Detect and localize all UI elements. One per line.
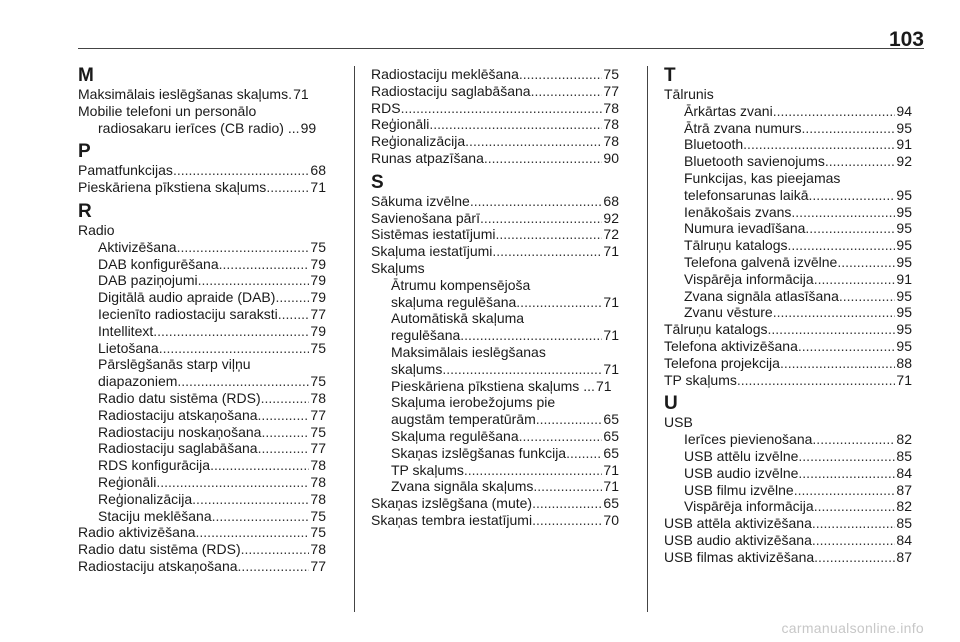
page-ref: 71	[603, 478, 619, 495]
page-ref: 75	[310, 524, 326, 541]
entry-text: Radiostaciju saglabāšana	[98, 440, 258, 457]
entry-text: DAB paziņojumi	[98, 272, 198, 289]
page-ref: 65	[603, 444, 619, 461]
dot-leader	[177, 239, 310, 256]
page-ref: 77	[603, 82, 619, 99]
index-subentry	[664, 304, 912, 321]
entry-text: Iecienīto radiostaciju saraksti	[98, 305, 278, 322]
entry-text: USB audio izvēlne	[684, 464, 799, 481]
page-ref: 79	[310, 289, 326, 306]
index-subentry: Ātrumu kompensējoša	[391, 276, 531, 293]
dot-leader	[219, 256, 310, 273]
dot-leader	[196, 524, 310, 541]
index-subentry	[664, 465, 912, 482]
dot-leader	[780, 355, 895, 372]
page-ref: 99	[300, 119, 317, 136]
page-ref: 71	[603, 461, 619, 478]
index-entry: USB	[664, 414, 693, 431]
dot-leader	[814, 498, 896, 515]
index-subentry	[78, 340, 326, 357]
entry-text: Lietošana	[98, 339, 159, 356]
entry-text: telefonsarunas laikā	[684, 186, 809, 203]
page-ref: 90	[603, 149, 619, 166]
entry-text: Reģionalizācija	[98, 490, 193, 507]
index-subentry	[78, 373, 326, 390]
index-subentry	[78, 390, 326, 407]
index-entry	[371, 495, 619, 512]
page-ref: 75	[603, 66, 619, 82]
index-subentry	[78, 457, 326, 474]
entry-text: Tālruņu katalogs	[684, 237, 788, 254]
index-entry	[78, 558, 326, 575]
dot-leader	[241, 541, 310, 558]
index-entry	[371, 243, 619, 260]
index-subentry	[664, 448, 912, 465]
page-ref: 78	[310, 457, 326, 474]
index-subentry	[371, 428, 619, 445]
entry-text: Skaņas izslēgšana (mute)	[371, 495, 533, 512]
dot-leader	[464, 462, 603, 479]
index-entry	[371, 210, 619, 227]
dot-leader	[198, 272, 310, 289]
entry-text: Radio datu sistēma (RDS)	[78, 541, 241, 558]
entry-text: USB filmu izvēlne	[684, 481, 794, 498]
index-entry: Skaļums	[371, 259, 425, 276]
entry-text: Savienošana pārī	[371, 209, 480, 226]
page-ref: 95	[896, 337, 912, 354]
index-entry	[371, 226, 619, 243]
page-ref: 92	[896, 153, 912, 170]
page-ref: 65	[603, 427, 619, 444]
dot-leader	[791, 204, 895, 221]
index-letter-heading: U	[664, 393, 678, 415]
index-entry	[371, 100, 619, 117]
page-ref: 95	[896, 203, 912, 220]
index-entry	[664, 338, 912, 355]
entry-text: Numura ievadīšana	[684, 220, 806, 237]
dot-leader	[532, 512, 602, 529]
entry-text: Telefona aktivizēšana	[664, 337, 798, 354]
entry-text: Runas atpazīšana	[371, 149, 484, 166]
index-entry	[78, 86, 326, 103]
dot-leader	[519, 66, 603, 83]
index-subentry	[664, 482, 912, 499]
index-subentry	[371, 462, 619, 479]
page-ref: 75	[310, 238, 326, 255]
dot-leader	[839, 288, 896, 305]
entry-text: USB attēla aktivizēšana	[664, 515, 812, 532]
index-subentry	[78, 508, 326, 525]
index-subentry	[371, 327, 619, 344]
entry-text: augstām temperatūrām	[391, 411, 536, 428]
page-ref: 79	[310, 272, 326, 289]
page-ref: 95	[896, 304, 912, 321]
entry-text: skaļuma regulēšana	[391, 293, 517, 310]
page-ref: 85	[896, 447, 912, 464]
dot-leader	[484, 150, 603, 167]
dot-leader	[261, 390, 310, 407]
index-subentry	[78, 323, 326, 340]
dot-leader	[442, 361, 602, 378]
dot-leader	[798, 448, 895, 465]
index-subentry	[78, 239, 326, 256]
index-subentry	[664, 103, 912, 120]
page-ref: 79	[310, 255, 326, 272]
dot-leader	[812, 431, 895, 448]
index-subentry	[78, 120, 326, 137]
entry-text: Bluetooth savienojums	[684, 153, 825, 170]
dot-leader	[532, 495, 602, 512]
index-entry	[664, 355, 912, 372]
dot-leader	[210, 457, 309, 474]
index-subentry: Pārslēgšanās starp viļņu	[98, 356, 251, 373]
index-letter-heading: S	[371, 171, 384, 193]
dot-leader	[460, 327, 602, 344]
entry-text: Staciju meklēšana	[98, 507, 212, 524]
entry-text: skaļums	[391, 360, 443, 377]
index-entry: Mobilie telefoni un personālo	[78, 102, 257, 119]
entry-text: Zvana signāla skaļums	[391, 478, 534, 495]
dot-leader	[773, 304, 896, 321]
index-letter-heading: T	[664, 65, 676, 86]
page-ref: 68	[603, 192, 619, 209]
entry-text: Digitālā audio apraide (DAB)	[98, 289, 276, 306]
index-entry	[664, 532, 912, 549]
page-ref: 71	[310, 179, 326, 196]
page-ref: 75	[310, 423, 326, 440]
entry-text: Telefona projekcija	[664, 354, 780, 371]
dot-leader	[401, 100, 603, 117]
index-entry	[78, 541, 326, 558]
entry-text: TP skaļums	[391, 461, 464, 478]
page-ref: 75	[310, 373, 326, 390]
page-ref: 71	[595, 377, 612, 394]
entry-text: RDS	[371, 99, 401, 116]
page-ref: 71	[603, 293, 619, 310]
dot-leader	[465, 133, 602, 150]
watermark: carmanualsonline.info	[781, 620, 924, 636]
page-ref: 78	[310, 473, 326, 490]
dot-leader	[531, 83, 603, 100]
page-ref: 94	[896, 102, 912, 119]
index-entry	[371, 133, 619, 150]
page-ref: 78	[603, 99, 619, 116]
entry-text: Tālruņu katalogs	[664, 321, 768, 338]
entry-text: Pieskāriena pīkstiena skaļums ..	[391, 377, 591, 394]
page-ref: 95	[896, 253, 912, 270]
dot-leader	[805, 220, 895, 237]
dot-leader	[812, 515, 896, 532]
dot-leader	[492, 243, 602, 260]
page-ref: 75	[310, 339, 326, 356]
index-entry	[371, 83, 619, 100]
dot-leader	[737, 372, 896, 389]
entry-text: Reģionāli	[98, 473, 157, 490]
index-subentry	[78, 440, 326, 457]
dot-leader	[159, 340, 310, 357]
dot-leader	[743, 136, 895, 153]
index-column-3	[664, 66, 912, 566]
dot-leader	[266, 179, 309, 196]
dot-leader	[798, 465, 895, 482]
entry-text: USB filmas aktivizēšana	[664, 548, 815, 565]
index-subentry	[371, 361, 619, 378]
entry-text: RDS konfigurācija	[98, 457, 211, 474]
entry-text: Ienākošais zvans	[684, 203, 792, 220]
page-ref: 71	[603, 243, 619, 260]
index-subentry: Skaļuma ierobežojums pie	[391, 394, 556, 411]
page-ref: 71	[896, 371, 912, 388]
index-subentry	[664, 431, 912, 448]
index-subentry	[78, 289, 326, 306]
index-entry	[371, 150, 619, 167]
index-subentry	[371, 411, 619, 428]
index-subentry	[78, 256, 326, 273]
index-subentry: Maksimālais ieslēgšanas	[391, 343, 546, 360]
entry-text: Pieskāriena pīkstiena skaļums	[78, 179, 267, 196]
page-ref: 85	[896, 515, 912, 532]
index-entry	[664, 321, 912, 338]
entry-text: Sākuma izvēlne	[371, 192, 470, 209]
dot-leader	[825, 153, 896, 170]
page-ref: 78	[310, 389, 326, 406]
entry-text: Zvanu vēsture	[684, 304, 773, 321]
entry-text: Sistēmas iestatījumi	[371, 226, 496, 243]
index-subentry	[78, 424, 326, 441]
dot-leader	[812, 532, 896, 549]
entry-text: USB audio aktivizēšana	[664, 531, 812, 548]
index-subentry	[664, 254, 912, 271]
page-ref: 84	[896, 531, 912, 548]
dot-leader	[837, 254, 895, 271]
page-ref: 71	[603, 327, 619, 344]
dot-leader	[212, 508, 310, 525]
page-ref: 91	[896, 270, 912, 287]
page-ref: 87	[896, 548, 912, 565]
entry-text: DAB konfigurēšana	[98, 255, 219, 272]
entry-text: regulēšana	[391, 327, 461, 344]
page-ref: 77	[310, 557, 326, 574]
page-ref: 87	[896, 481, 912, 498]
index-subentry	[664, 288, 912, 305]
index-subentry	[78, 474, 326, 491]
entry-text: Zvana signāla atlasīšana	[684, 287, 839, 304]
page-ref: 88	[896, 354, 912, 371]
index-entry	[371, 66, 619, 83]
index-column-2	[371, 66, 619, 529]
entry-text: Radiostaciju meklēšana	[371, 66, 519, 82]
index-subentry	[664, 237, 912, 254]
dot-leader	[768, 321, 896, 338]
dot-leader	[153, 323, 309, 340]
index-subentry	[371, 445, 619, 462]
page-ref: 65	[603, 411, 619, 428]
page-ref: 68	[310, 162, 326, 179]
index-subentry: Funkcijas, kas pieejamas	[684, 169, 841, 186]
dot-leader	[429, 116, 602, 133]
page-ref: 79	[310, 322, 326, 339]
entry-text: Radio datu sistēma (RDS)	[98, 389, 261, 406]
index-entry	[371, 116, 619, 133]
page-ref: 77	[310, 406, 326, 423]
page-ref: 82	[896, 431, 912, 448]
page-ref: 78	[603, 133, 619, 150]
page-ref: 72	[603, 226, 619, 243]
index-entry: Tālrunis	[664, 86, 714, 102]
index-entry	[664, 515, 912, 532]
index-subentry	[371, 294, 619, 311]
entry-text: Vispārēja informācija	[684, 498, 814, 515]
index-subentry: Automātiskā skaļuma	[391, 310, 525, 327]
index-subentry	[78, 491, 326, 508]
entry-text: Skaļuma regulēšana	[391, 427, 519, 444]
index-letter-heading: P	[78, 141, 91, 163]
page-ref: 91	[896, 136, 912, 153]
entry-text: Radio aktivizēšana	[78, 524, 196, 541]
index-entry	[664, 549, 912, 566]
page-ref: 92	[603, 209, 619, 226]
index-entry	[78, 162, 326, 179]
index-subentry	[664, 204, 912, 221]
page-ref: 77	[310, 440, 326, 457]
page-ref: 84	[896, 464, 912, 481]
index-entry	[78, 179, 326, 196]
index-subentry	[664, 187, 912, 204]
page-ref: 75	[310, 507, 326, 524]
entry-text: diapazoniem	[98, 373, 178, 390]
entry-text: Skaņas izslēgšanas funkcija	[391, 444, 567, 461]
page-ref: 71	[603, 360, 619, 377]
dot-leader	[516, 294, 602, 311]
page-ref: 78	[310, 541, 326, 558]
index-subentry	[371, 378, 619, 395]
entry-text: Ātrā zvana numurs	[684, 119, 802, 136]
dot-leader	[258, 407, 310, 424]
page-ref: 95	[896, 237, 912, 254]
entry-text: Vispārēja informācija	[684, 270, 814, 287]
entry-text: Reģionāli	[371, 116, 430, 133]
entry-text: Skaņas tembra iestatījumi	[371, 511, 533, 528]
dot-leader	[802, 120, 896, 137]
dot-leader	[794, 482, 896, 499]
entry-text: Intellitext	[98, 322, 154, 339]
dot-leader	[519, 428, 603, 445]
dot-leader	[480, 210, 602, 227]
page-ref: 95	[896, 119, 912, 136]
page-number: 103	[888, 28, 924, 51]
index-subentry	[664, 498, 912, 515]
entry-text: Radiostaciju saglabāšana	[371, 82, 531, 99]
dot-leader	[536, 411, 603, 428]
column-divider	[354, 66, 355, 612]
index-letter-heading: R	[78, 200, 92, 222]
dot-leader	[173, 162, 309, 179]
index-subentry	[664, 136, 912, 153]
entry-text: radiosakaru ierīces (CB radio) ..	[98, 119, 296, 136]
entry-text: Skaļuma iestatījumi	[371, 243, 493, 260]
index-entry	[371, 193, 619, 210]
dot-leader	[773, 103, 896, 120]
page-ref: 78	[603, 116, 619, 133]
dot-leader	[566, 445, 602, 462]
entry-text: Telefona galvenā izvēlne	[684, 253, 838, 270]
index-subentry	[78, 407, 326, 424]
entry-text: TP skaļums	[664, 371, 737, 388]
dot-leader	[238, 558, 310, 575]
page-ref: 95	[896, 186, 912, 203]
index-subentry	[664, 153, 912, 170]
entry-text: Radiostaciju atskaņošana	[98, 406, 258, 423]
dot-leader	[261, 424, 309, 441]
dot-leader	[788, 237, 896, 254]
dot-leader	[798, 338, 896, 355]
entry-text: Radiostaciju atskaņošana	[78, 557, 238, 574]
entry-text: Maksimālais ieslēgšanas skaļums	[78, 86, 289, 102]
page-ref: 71	[293, 86, 309, 102]
index-subentry	[78, 306, 326, 323]
page-ref: 95	[896, 220, 912, 237]
index-subentry	[664, 271, 912, 288]
entry-text: Reģionalizācija	[371, 133, 466, 150]
entry-text: Bluetooth	[684, 136, 744, 153]
entry-text: Ierīces pievienošana	[684, 431, 813, 448]
column-divider	[647, 66, 648, 612]
dot-leader	[258, 440, 310, 457]
page-ref: 95	[896, 287, 912, 304]
header-rule	[78, 48, 924, 49]
dot-leader	[278, 306, 310, 323]
page-ref: 77	[310, 305, 326, 322]
index-subentry	[664, 220, 912, 237]
page-ref: 95	[896, 321, 912, 338]
page-ref: 65	[603, 495, 619, 512]
dot-leader	[814, 549, 895, 566]
page-ref: 78	[310, 490, 326, 507]
dot-leader	[533, 478, 602, 495]
dot-leader	[814, 271, 896, 288]
index-subentry	[664, 120, 912, 137]
page-ref: 70	[603, 511, 619, 528]
entry-text: Aktivizēšana	[98, 238, 177, 255]
index-letter-heading: M	[78, 65, 94, 86]
index-subentry	[371, 478, 619, 495]
entry-text: USB attēlu izvēlne	[684, 447, 799, 464]
entry-text: Ārkārtas zvani	[684, 102, 773, 119]
dot-leader	[177, 373, 309, 390]
index-subentry	[78, 272, 326, 289]
dot-leader	[156, 474, 309, 491]
dot-leader	[495, 226, 602, 243]
entry-text: Pamatfunkcijas	[78, 162, 173, 179]
index-entry	[78, 524, 326, 541]
dot-leader	[275, 289, 309, 306]
index-column-1	[78, 66, 326, 575]
index-entry: Radio	[78, 221, 115, 238]
entry-text: Radiostaciju noskaņošana	[98, 423, 262, 440]
index-entry	[371, 512, 619, 529]
dot-leader	[470, 193, 603, 210]
page-ref: 82	[896, 498, 912, 515]
index-entry	[664, 372, 912, 389]
dot-leader	[192, 491, 309, 508]
dot-leader	[809, 187, 896, 204]
